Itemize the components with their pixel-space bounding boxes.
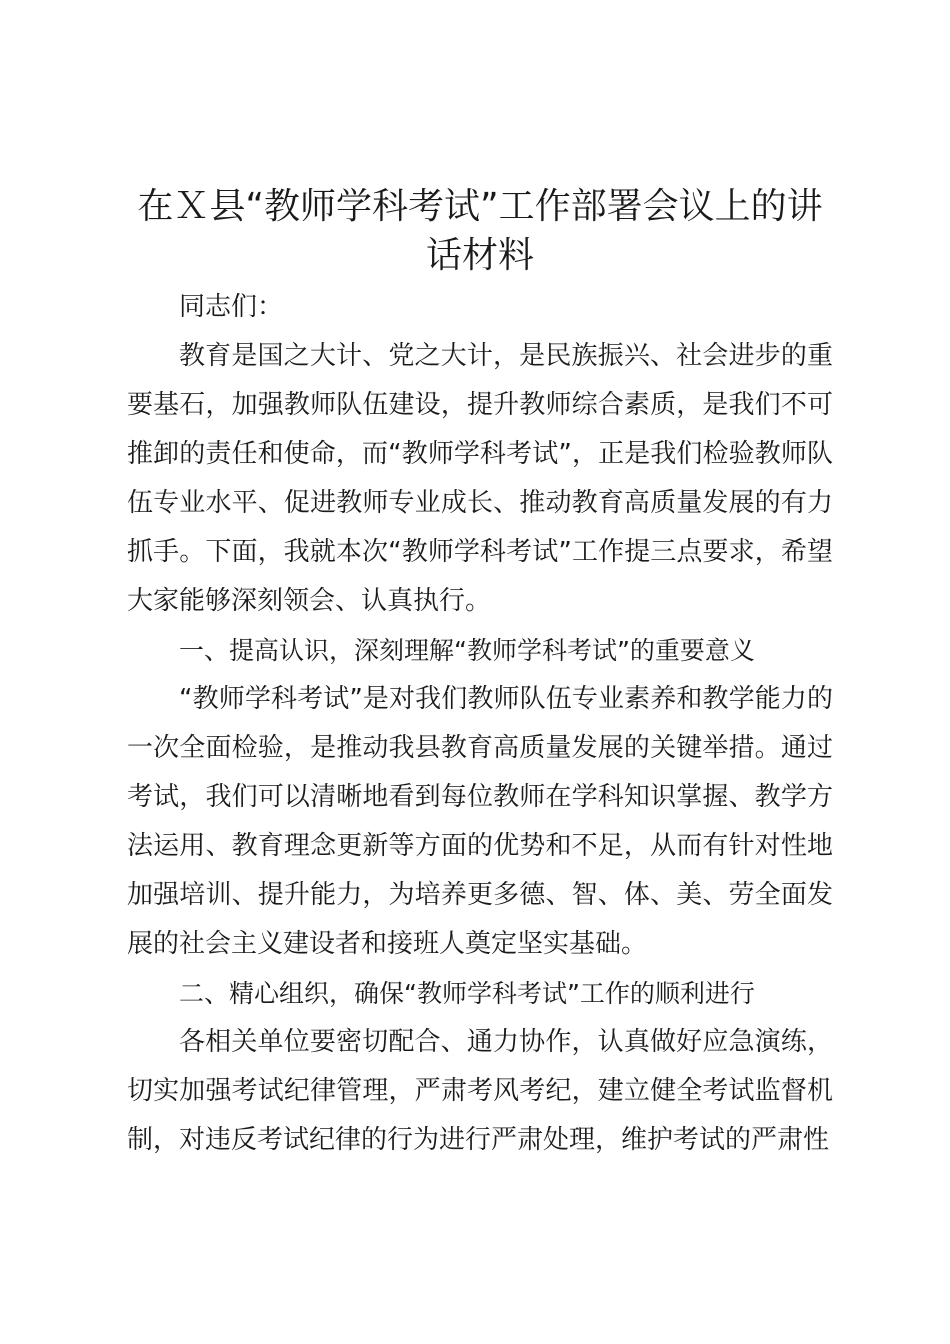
paragraph-section-1: “教师学科考试”是对我们教师队伍专业素养和教学能力的一次全面检验，是推动我县教育高质量发展的关键举措。通过考试，我们可以清晰地看到每位教师在学科知识掌握、教学方法运用、教育理念更新等方面的优势和不足，从而有针对性地加强培训、提升能力，为培养更多德、智、体、美、劳全面发展的社会主义建设者和接班人奠定坚实基础。	[127, 684, 833, 959]
paragraph-intro: 教育是国之大计、党之大计，是民族振兴、社会进步的重要基石，加强教师队伍建设，提升教师综合素质，是我们不可推卸的责任和使命，而“教师学科考试”，正是我们检验教师队伍专业水平、促进教师专业成长、推动教育高质量发展的有力抓手。下面，我就本次“教师学科考试”工作提三点要求，希望大家能够深刻领会、认真执行。	[127, 341, 833, 616]
salutation: 同志们：	[179, 292, 284, 322]
title-line-2: 话材料	[425, 235, 534, 276]
paragraph-section-2: 各相关单位要密切配合、通力协作，认真做好应急演练，切实加强考试纪律管理，严肃考风考纪，建立健全考试监督机制，对违反考试纪律的行为进行严肃处理，维护考试的严肃性	[127, 1027, 833, 1155]
document-title	[127, 0, 833, 280]
section-heading-2: 二、精心组织，确保“教师学科考试”工作的顺利进行	[179, 979, 755, 1008]
document-page	[127, 0, 833, 1165]
title-line-1: 在Ｘ县“教师学科考试”工作部署会议上的讲	[137, 186, 823, 227]
section-heading-1: 一、提高认识，深刻理解“教师学科考试”的重要意义	[179, 636, 755, 665]
document-body	[127, 283, 833, 1165]
